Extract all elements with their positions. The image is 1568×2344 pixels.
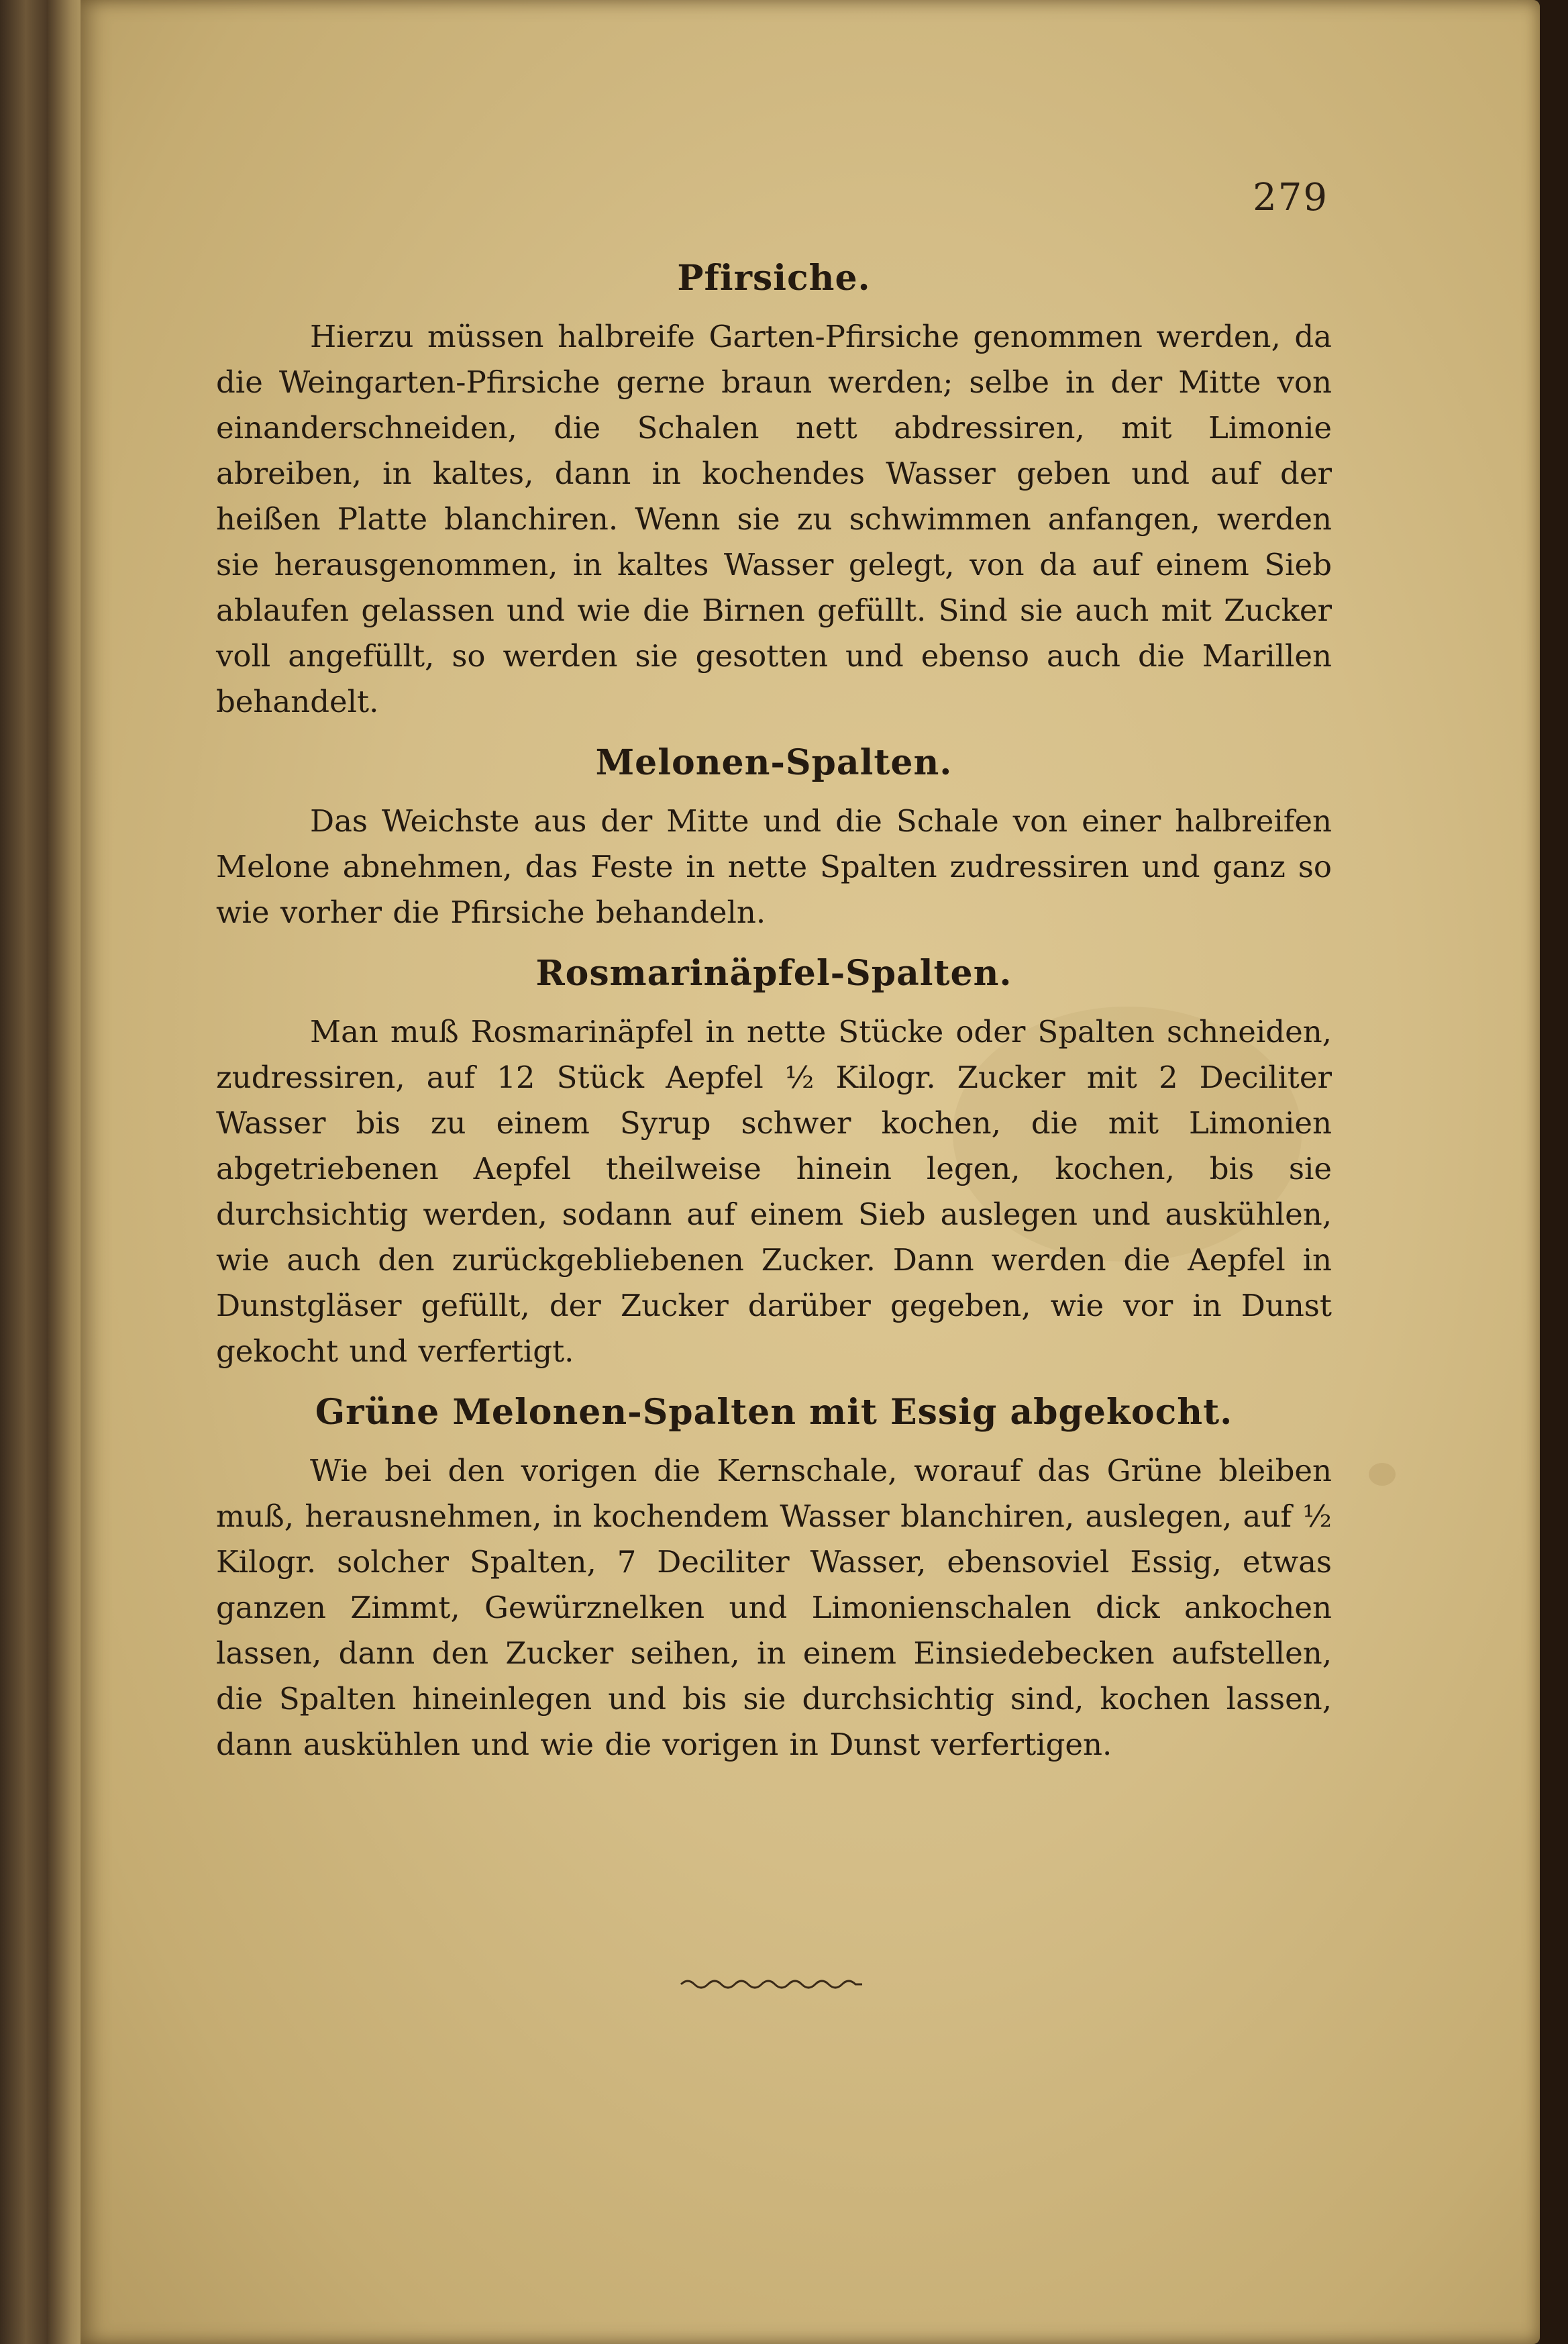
page-number: 279 bbox=[1253, 176, 1328, 219]
section-title-melonen-spalten: Melonen-Spalten. bbox=[595, 742, 953, 783]
scan-background-edge bbox=[1540, 0, 1568, 2344]
section-title-pfirsiche: Pfirsiche. bbox=[677, 258, 871, 299]
section-title-rosmarinaepfel-spalten: Rosmarinäpfel-Spalten. bbox=[535, 953, 1012, 994]
section-text-gruene-melonen-spalten: Wie bei den vorigen die Kernschale, worauf das Grüne bleiben muß, herausnehmen, in kochendem Wasser blanchiren, auslegen, auf ½ Kilogr. solcher Spalten, 7 Deciliter Wasser, ebensoviel Essig, etwas ganzen Zimmt, Gewürznelken und Limonienschalen dick ankochen lassen, dann den Zucker seihen, in einem Einsiedebecken aufstellen, die Spalten hineinlegen und bis sie durchsichtig sind, kochen lassen, dann auskühlen und wie die vorigen in Dunst verfertigen. bbox=[216, 1453, 1332, 1762]
end-ornament bbox=[678, 1974, 866, 1994]
previous-page-edge bbox=[0, 0, 47, 2344]
page-content bbox=[216, 255, 1332, 1782]
section-text-rosmarinaepfel-spalten: Man muß Rosmarinäpfel in nette Stücke oder Spalten schneiden, zudressiren, auf 12 Stück Aepfel ½ Kilogr. Zucker mit 2 Deciliter Wasser bis zu einem Syrup schwer kochen, die mit Limonien abgetriebenen Aepfel theilweise hinein legen, kochen, bis sie durchsichtig werden, sodann auf einem Sieb auslegen und auskühlen, wie auch den zurückgebliebenen Zucker. Dann werden die Aepfel in Dunstgläser gefüllt, der Zucker darüber gegeben, wie vor in Dunst gekocht und verfertigt. bbox=[216, 1014, 1332, 1369]
section-text-melonen-spalten: Das Weichste aus der Mitte und die Schale von einer halbreifen Melone abnehmen, das Feste in nette Spalten zudressiren und ganz so wie vorher die Pfirsiche behandeln. bbox=[216, 803, 1332, 930]
section-text-pfirsiche: Hierzu müssen halbreife Garten-Pfirsiche genommen werden, da die Weingarten-Pfirsiche gerne braun werden; selbe in der Mitte von einanderschneiden, die Schalen nett abdressiren, mit Limonie abreiben, in kaltes, dann in kochendes Wasser geben und auf der heißen Platte blanchiren. Wenn sie zu schwimmen anfangen, werden sie herausgenommen, in kaltes Wasser gelegt, von da auf einem Sieb ablaufen gelassen und wie die Birnen gefüllt. Sind sie auch mit Zucker voll angefüllt, so werden sie gesotten und ebenso auch die Marillen behandelt. bbox=[216, 319, 1332, 719]
paper-stain bbox=[1369, 1463, 1396, 1486]
section-title-gruene-melonen-spalten: Grüne Melonen-Spalten mit Essig abgekocht. bbox=[315, 1392, 1233, 1433]
